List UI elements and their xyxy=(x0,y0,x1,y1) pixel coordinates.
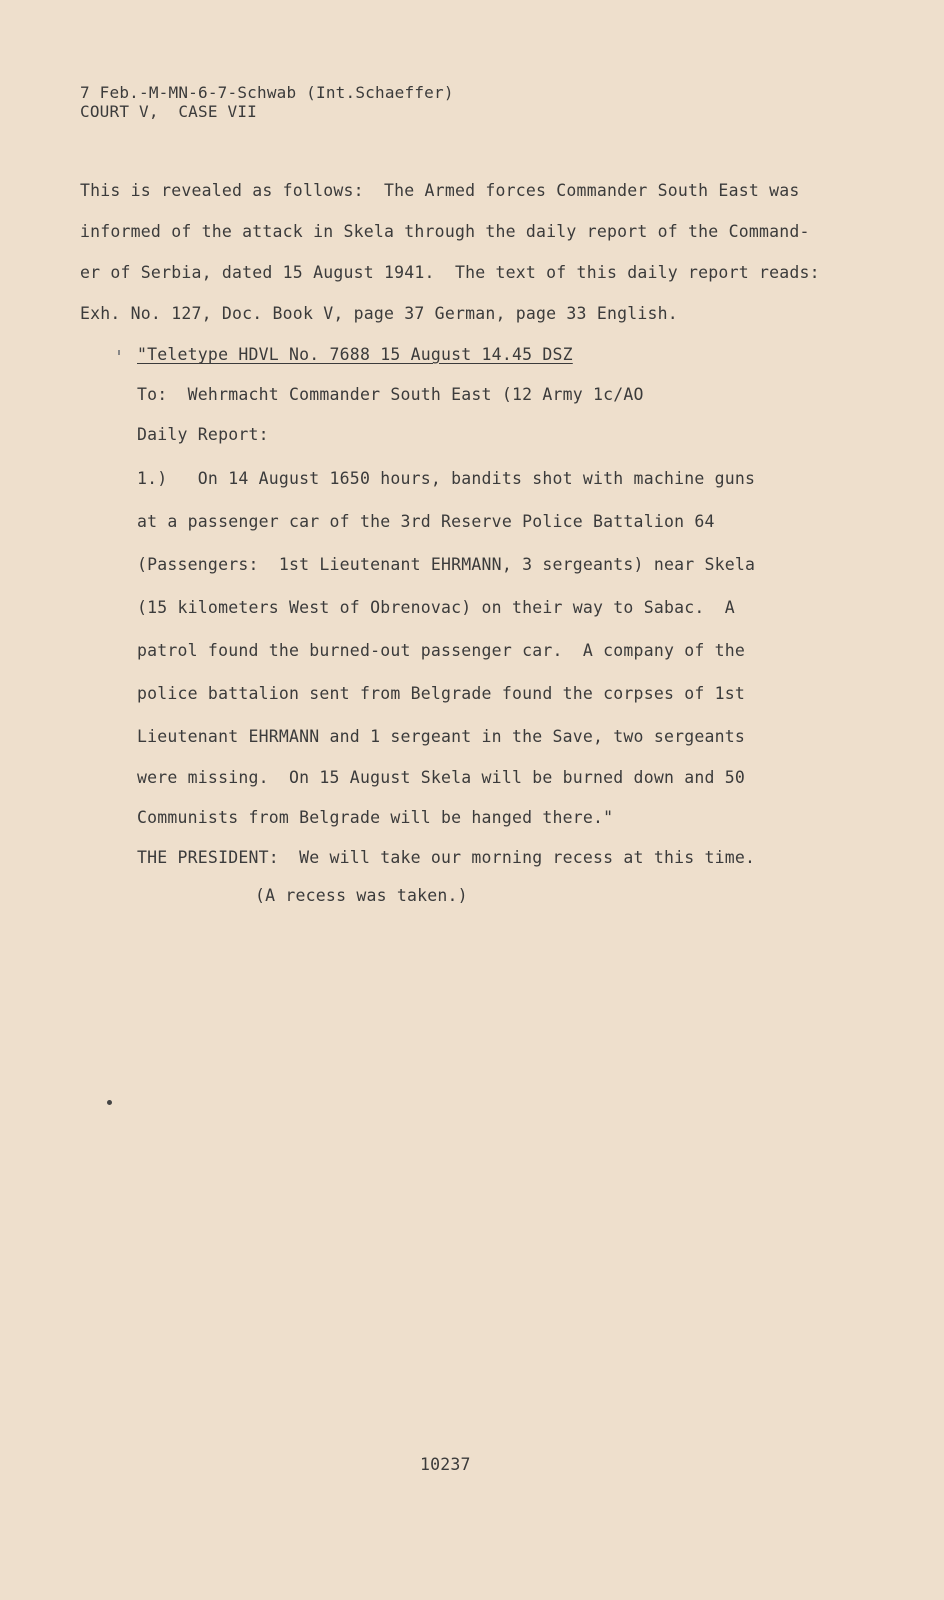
daily-report-label: Daily Report: xyxy=(137,425,269,444)
report-line: (Passengers: 1st Lieutenant EHRMANN, 3 sergeants) near Skela xyxy=(137,555,756,574)
recess-note: (A recess was taken.) xyxy=(255,886,468,905)
report-line: patrol found the burned-out passenger car. A company of the xyxy=(137,641,746,660)
teletype-heading: "Teletype HDVL No. 7688 15 August 14.45 DSZ xyxy=(137,345,573,364)
report-line: Lieutenant EHRMANN and 1 sergeant in the Save, two sergeants xyxy=(137,727,746,746)
paragraph-line: Exh. No. 127, Doc. Book V, page 37 German, page 33 English. xyxy=(80,304,678,323)
paragraph-line: er of Serbia, dated 15 August 1941. The text of this daily report reads: xyxy=(80,263,820,282)
president-statement: THE PRESIDENT: We will take our morning recess at this time. xyxy=(137,848,756,867)
margin-mark xyxy=(118,350,120,355)
report-line: at a passenger car of the 3rd Reserve Police Battalion 64 xyxy=(137,512,715,531)
paper-speck xyxy=(107,1100,112,1105)
paragraph-line: This is revealed as follows: The Armed forces Commander South East was xyxy=(80,181,800,200)
report-line: police battalion sent from Belgrade found the corpses of 1st xyxy=(137,684,746,703)
report-line: were missing. On 15 August Skela will be burned down and 50 xyxy=(137,768,746,787)
header-line-2: COURT V, CASE VII xyxy=(80,102,257,121)
to-line: To: Wehrmacht Commander South East (12 Army 1c/AO xyxy=(137,385,644,404)
header-line-1: 7 Feb.-M-MN-6-7-Schwab (Int.Schaeffer) xyxy=(80,83,454,102)
report-line: Communists from Belgrade will be hanged there." xyxy=(137,808,614,827)
report-line: (15 kilometers West of Obrenovac) on their way to Sabac. A xyxy=(137,598,735,617)
paragraph-line: informed of the attack in Skela through the daily report of the Command- xyxy=(80,222,810,241)
report-line: 1.) On 14 August 1650 hours, bandits shot with machine guns xyxy=(137,469,756,488)
page-number: 10237 xyxy=(420,1455,471,1474)
